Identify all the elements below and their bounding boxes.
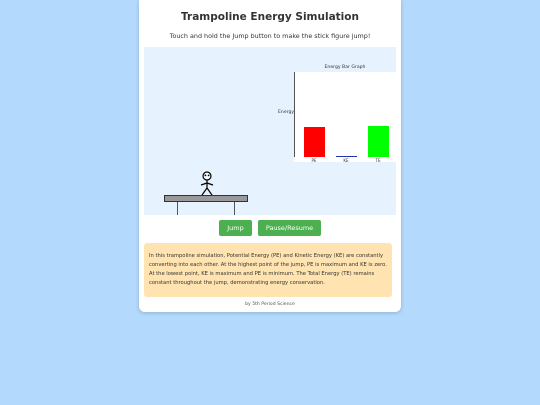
trampoline-bed <box>164 195 248 202</box>
bar-label-pe: PE <box>311 158 317 163</box>
info-text: In this trampoline simulation, Potential Energy (PE) and Kinetic Energy (KE) are constantly converting into each other. At the highest point of the jump, PE is maximum and KE is zero. At the lowest point, KE is maximum and PE is minimum. The Total Energy (TE) remains constant throughout the jump, demonstrating energy conservation. <box>149 253 387 286</box>
pause-resume-button[interactable]: Pause/Resume <box>258 220 321 236</box>
footer-credit: by 5th Period Science <box>245 302 295 307</box>
bar-label-ke: KE <box>343 158 349 163</box>
trampoline-leg-right <box>234 202 235 215</box>
jump-button[interactable]: Jump <box>219 220 252 236</box>
bar-te <box>368 126 389 157</box>
bar-ke <box>336 156 357 157</box>
energy-axis-label: Energy <box>278 110 295 115</box>
page-title: Trampoline Energy Simulation <box>181 11 359 23</box>
graph-title: Energy Bar Graph <box>324 65 366 70</box>
app-card <box>139 0 401 312</box>
energy-bar-graph <box>294 65 396 163</box>
simulation-area <box>144 47 396 215</box>
instructions-text: Touch and hold the Jump button to make the stick figure jump! <box>169 32 371 40</box>
trampoline-leg-left <box>177 202 178 215</box>
info-box <box>144 243 392 297</box>
graph-y-axis <box>294 72 295 157</box>
stick-figure <box>199 171 215 196</box>
bar-pe <box>304 127 325 157</box>
bar-label-te: TE <box>375 158 381 163</box>
